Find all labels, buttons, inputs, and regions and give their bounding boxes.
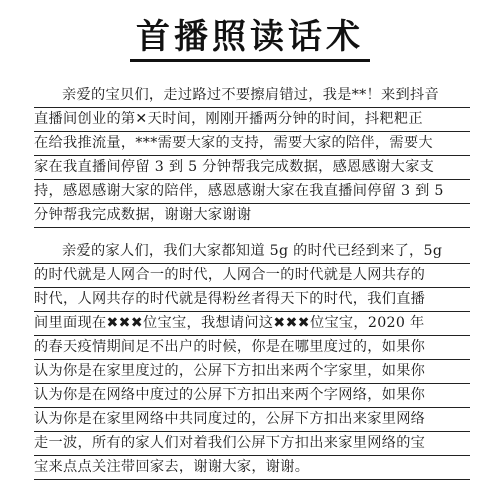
paragraph-1-line: 持，感恩感谢大家的陪伴，感恩感谢大家在我直播间停留 3 到 5 — [34, 180, 470, 204]
paragraph-2-line: 认为你是在网络中度过的公屏下方扣出来两个字网络，如果你 — [34, 384, 470, 408]
document-title: 首播照读话术 — [130, 16, 370, 62]
paragraph-2-line: 的春天疫情期间足不出户的时候，你是在哪里度过的，如果你 — [34, 336, 470, 360]
paragraph-2-line: 宝来点点关注带回家去，谢谢大家，谢谢。 — [34, 456, 470, 480]
paragraph-2-line: 认为你是在家里网络中共同度过的，公屏下方扣出来家里网络 — [34, 408, 470, 432]
paragraph-2-line: 时代，人网共存的时代就是得粉丝者得天下的时代，我们直播 — [34, 288, 470, 312]
paragraph-2-line: 认为你是在家里度过的，公屏下方扣出来两个字家里，如果你 — [34, 360, 470, 384]
paragraph-1-line: 在给我推流量，***需要大家的支持，需要大家的陪伴，需要大 — [34, 132, 470, 156]
paragraph-1-line: 家在我直播间停留 3 到 5 分钟帮我完成数据，感恩感谢大家支 — [34, 156, 470, 180]
paragraph-2-line: 间里面现在✖✖✖位宝宝，我想请问这✖✖✖位宝宝，2020 年 — [34, 312, 470, 336]
paragraph-2-line: 的时代就是人网合一的时代，人网合一的时代就是人网共存的 — [34, 264, 470, 288]
paragraph-1 — [34, 84, 470, 228]
paragraph-1-line: 分钟帮我完成数据，谢谢大家谢谢 — [34, 204, 470, 228]
paragraph-2-line: 亲爱的家人们，我们大家都知道 5g 的时代已经到来了，5g — [34, 240, 470, 264]
paragraph-2-line: 走一波，所有的家人们对着我们公屏下方扣出来家里网络的宝 — [34, 432, 470, 456]
title-container — [0, 16, 500, 62]
paragraph-2 — [34, 240, 470, 480]
paragraph-1-line: 直播间创业的第✕天时间，刚刚开播两分钟的时间，抖粑粑正 — [34, 108, 470, 132]
paragraph-1-line: 亲爱的宝贝们，走过路过不要擦肩错过，我是**！来到抖音 — [34, 84, 470, 108]
